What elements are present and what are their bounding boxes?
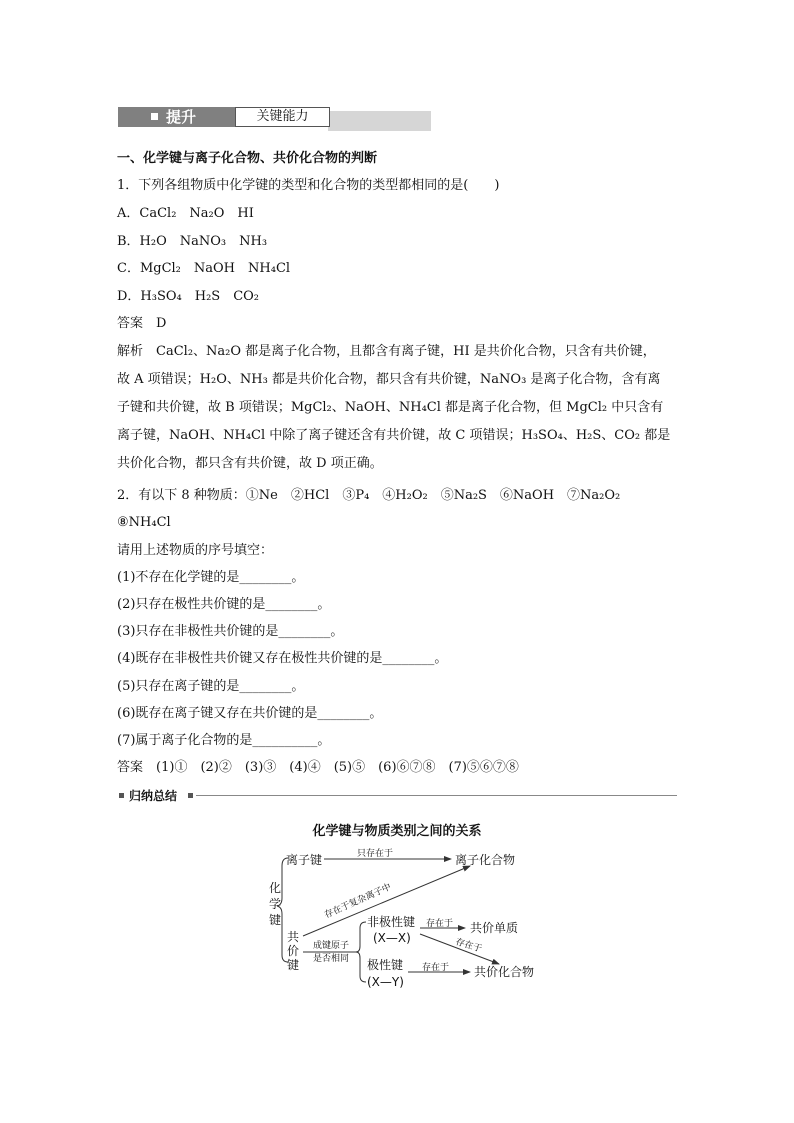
badge-sub-label: 关键能力 (256, 109, 309, 124)
q1-analysis-text-1: CaCl₂、Na₂O 都是离子化合物，且都含有离子键，HI 是共价化合物，只含有共价键， (156, 344, 656, 359)
section-title: 一、化学键与离子化合物、共价化合物的判断 (117, 151, 378, 166)
q1-option-d: D．H₃SO₄ H₂S CO₂ (117, 289, 260, 304)
summary-label: 归纳总结 (129, 789, 178, 803)
q2-stem-line-1: 2．有以下 8 种物质：①Ne ②HCl ③P₄ ④H₂O₂ ⑤Na₂S ⑥NaOH ⑦Na₂O₂ (117, 488, 621, 503)
q1-analysis-line-4: 离子键，NaOH、NH₄Cl 中除了离子键还含有共价键，故 C 项错误；H₃SO₄、H₂S、CO₂ 都是 (117, 428, 671, 443)
q2-item-4: (4)既存在非极性共价键又存在极性共价键的是________。 (117, 651, 448, 666)
q1-option-c: C．MgCl₂ NaOH NH₄Cl (117, 261, 291, 276)
q2-item-3: (3)只存在非极性共价键的是________。 (117, 624, 344, 639)
q1-analysis-line-5: 共价化合物，都只含有共价键，故 D 项正确。 (117, 456, 383, 471)
q2-item-7: (7)属于离子化合物的是__________。 (117, 733, 331, 748)
ionic-bond-label: 离子键 (286, 853, 323, 867)
ionic-compound-label: 离子化合物 (455, 853, 516, 867)
root-char-3: 键 (269, 913, 282, 927)
q2-answer-value: (1)① (2)② (3)③ (4)④ (5)⑤ (6)⑥⑦⑧ (7)⑤⑥⑦⑧ (156, 760, 519, 775)
q2-instruction: 请用上述物质的序号填空： (117, 543, 274, 558)
diagram-title: 化学键与物质类别之间的关系 (312, 824, 482, 839)
root-char-1: 化 (269, 881, 282, 895)
atoms-same-line-1: 成键原子 (313, 941, 350, 951)
covalent-compound-label: 共价化合物 (474, 965, 535, 979)
q2-stem-line-2: ⑧NH₄Cl (117, 515, 171, 530)
nonpolar-bond-label: 非极性键 (367, 915, 416, 929)
badge-main-label: 提升 (166, 108, 197, 126)
q2-item-5: (5)只存在离子键的是________。 (117, 679, 305, 694)
q1-analysis-line-2: 故 A 项错误；H₂O、NH₃ 都是共价化合物，都只含有共价键，NaNO₃ 是离子化合物，含有离 (117, 372, 661, 387)
q1-analysis-line-3: 子键和共价键，故 B 项错误；MgCl₂、NaOH、NH₄Cl 都是离子化合物，但 MgCl₂ 中只含有 (117, 400, 664, 415)
covalent-char-2: 价 (287, 944, 300, 958)
only-in-label: 只存在于 (357, 849, 394, 859)
q1-answer-value: D (156, 316, 167, 331)
q2-item-1: (1)不存在化学键的是________。 (117, 570, 305, 585)
q1-option-a: A．CaCl₂ Na₂O HI (117, 206, 254, 221)
atoms-same-line-2: 是否相同 (313, 954, 350, 964)
bond-type-brace (356, 922, 366, 982)
q1-option-b: B．H₂O NaNO₃ NH₃ (117, 234, 268, 249)
q1-stem: 1．下列各组物质中化学键的类型和化合物的类型都相同的是( ) (117, 178, 500, 193)
exists-in-label-2: 存在于 (454, 937, 483, 955)
q2-answer-label: 答案 (117, 760, 144, 775)
exists-in-label-3: 存在于 (422, 963, 450, 973)
q1-answer-label: 答案 (117, 316, 144, 331)
q1-analysis-label: 解析 (117, 344, 144, 359)
covalent-char-1: 共 (287, 930, 300, 944)
exists-in-label-1: 存在于 (426, 919, 454, 929)
nonpolar-formula: (X—X) (373, 931, 411, 945)
q2-item-6: (6)既存在离子键又存在共价键的是________。 (117, 706, 383, 721)
root-char-2: 学 (269, 897, 282, 911)
polar-formula: (X—Y) (367, 975, 404, 989)
q2-item-2: (2)只存在极性共价键的是________。 (117, 597, 331, 612)
covalent-char-3: 键 (287, 958, 300, 972)
in-complex-ions-label: 存在于复杂离子中 (323, 882, 394, 921)
polar-bond-label: 极性键 (367, 958, 404, 972)
covalent-element-label: 共价单质 (470, 921, 519, 935)
